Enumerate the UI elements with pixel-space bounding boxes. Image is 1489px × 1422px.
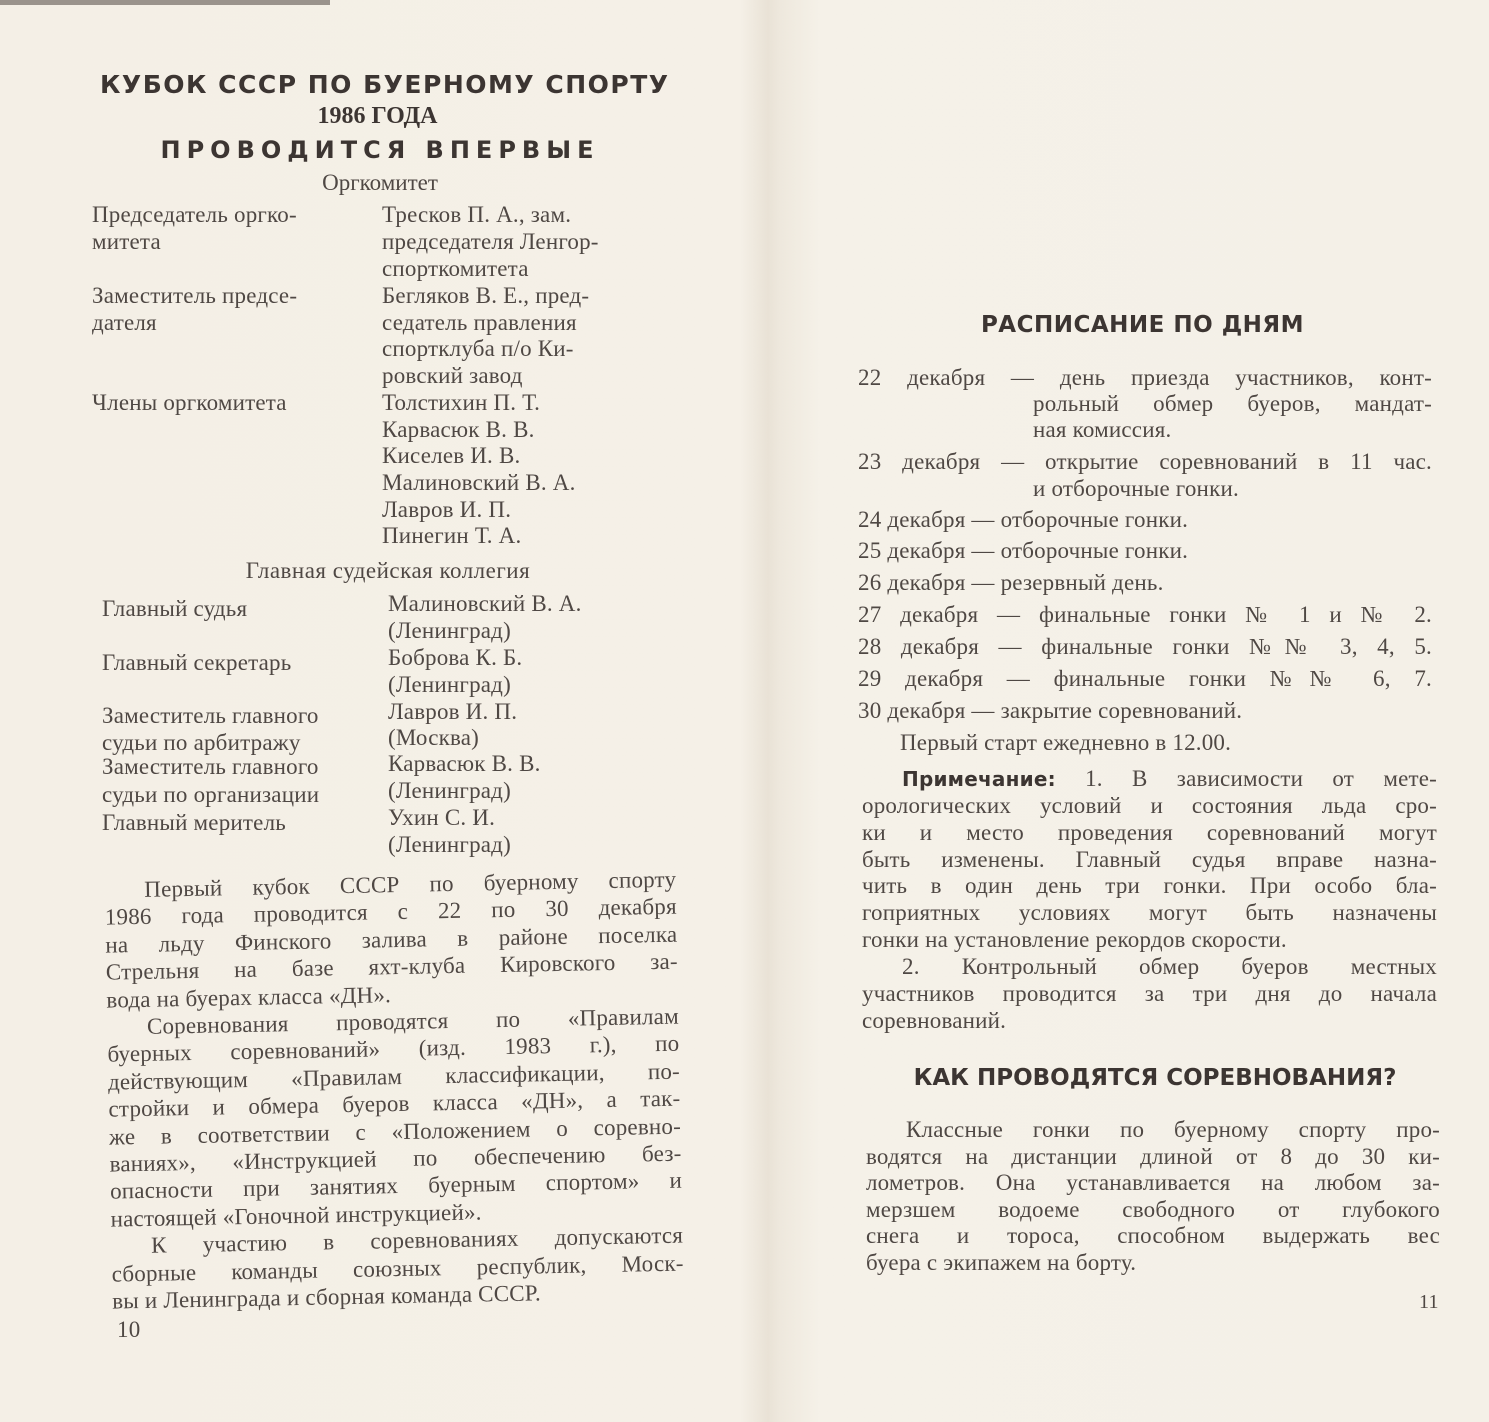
org-person-line: Пинегин Т. А. [382,523,522,548]
intro-paragraph-line: стройки и обмера буеров класса «ДН», а так- [108,1085,681,1122]
judge-role-line: Главный секретарь [102,650,292,675]
org-person-line: Тресков П. А., зам. [382,202,572,227]
section-paragraph-line: Классные гонки по буерному спорту про- [906,1117,1440,1142]
judge-person-line: Ухин С. И. [388,805,496,830]
remarks-text: 1. В зависимости от мете- [1085,766,1437,791]
schedule-entry [858,633,1432,661]
remarks-line: ки и место проведения соревнований могут [862,819,1437,845]
judge-role-line: судьи по организации [102,782,320,807]
judge-role-line: Главный мeритель [102,810,286,835]
section-paragraph-line: буера с экипажем на борту. [866,1249,1137,1275]
remarks-first-line [902,765,1437,793]
schedule-text: открытие соревнований в 11 час. [1045,449,1432,474]
intro-paragraph-line: на льду Финского залива в районе поселка [105,921,678,958]
judge-person-line: (Москва) [388,725,480,750]
org-person-line: Лавров И. П. [382,497,512,522]
schedule-text: отборочные гонки. [1000,507,1189,532]
title-line-1: КУБОК СССР ПО БУЕРНОМУ СПОРТУ [100,70,670,99]
section-paragraph-line: снега и тороса, способном выдержать вес [866,1223,1440,1248]
org-person-line: Малиновский В. А. [382,470,576,495]
judge-person-line: Боброва К. Б. [388,645,523,670]
intro-paragraph-line: опасности при занятиях буерным спортом» и [109,1167,683,1204]
section-paragraph-line: мерзшем водоеме свободного от глубокого [866,1196,1440,1222]
intro-paragraph-line: сборные команды союзных республик, Моск- [111,1250,684,1287]
org-role-line: Члены оргкомитета [92,390,287,415]
judge-person-line: (Ленинград) [388,672,511,697]
schedule-entry [858,537,1188,565]
intro-paragraph-line: же в соответствии с «Положением о соревно- [108,1113,682,1150]
remarks-item2-line: участников проводится за три дня до начала [862,980,1437,1006]
schedule-text: финальные гонки №№ 6, 7. [1053,666,1432,691]
schedule-entry [858,448,1432,476]
remarks-label: Примечание: [902,767,1056,791]
intro-paragraph-line: Первый кубок СССР по буерному спорту [144,866,677,902]
schedule-entry [858,665,1432,693]
org-person-line: Карвасюк В. В. [382,417,535,442]
schedule-continuation: рольный обмер буеров, мандат- [1033,391,1432,416]
org-person-line: председателя Ленгор- [382,229,599,254]
schedule-text: резервный день. [1000,570,1164,595]
intro-paragraph-line: действующим «Правилам классификации, по- [107,1058,681,1095]
judge-person-line: Карвасюк В. В. [388,751,541,776]
judge-person-line: Малиновский В. А. [388,591,582,616]
org-role-line: дателя [92,310,157,335]
remarks-line: гонки на установление рекордов скорости. [862,927,1287,952]
schedule-date: 30 декабря — [858,698,995,723]
schedule-date: 28 декабря — [858,634,1022,659]
remarks-item2-line: соревнований. [862,1007,1007,1033]
judge-person-line: (Ленинград) [388,778,511,803]
schedule-continuation: ная комиссия. [1033,417,1172,442]
schedule-entry [858,697,1242,725]
judge-role-line: судьи по арбитражу [102,730,301,755]
schedule-entry [858,506,1188,534]
page-number-left: 10 [117,1317,141,1342]
schedule-note: Первый старт ежедневно в 12.00. [900,730,1232,755]
org-person-line: седатель правления [382,310,577,335]
schedule-entry [858,364,1432,392]
schedule-entry [858,601,1432,629]
schedule-entry [858,569,1164,597]
intro-paragraph-line: вы и Ленинграда и сборная команда СССР. [111,1280,542,1314]
org-person-line: Киселев И. В. [382,443,521,468]
remarks-line: быть изменены. Главный судья вправе назна- [862,846,1437,872]
schedule-date: 24 декабря — [858,507,995,532]
title-line-3: ПРОВОДИТСЯ ВПЕРВЫЕ [160,136,600,164]
intro-paragraph-line: Стрельня на базе яхт-клуба Кировского за- [105,948,679,985]
judge-person-line: Лавров И. П. [388,699,518,724]
title-line-2: 1986 ГОДА [317,103,438,129]
intro-paragraph-line: настоящей «Гоночной инструкцией». [110,1199,482,1232]
org-role-line: митета [92,229,161,254]
schedule-text: отборочные гонки. [1000,538,1189,563]
judges-heading: Главная судейская коллегия [245,558,531,583]
section-paragraph-line: лометров. Она устанавливается на любом за- [866,1170,1440,1195]
org-person-line: спорткомитета [382,256,529,281]
schedule-date: 25 декабря — [858,538,995,563]
remarks-line: орологических условий и состояния льда сро- [862,793,1437,818]
intro-paragraph-line: К участию в соревнованиях допускаются [150,1222,684,1258]
schedule-date: 29 декабря — [858,666,1031,691]
remarks-line: чить в один день три гонки. При особо бла- [862,873,1437,899]
judge-person-line: (Ленинград) [388,832,511,857]
intro-paragraph-line: ваниях», «Инструкцией по обеспечению без- [109,1140,682,1177]
judge-role-line: Заместитель главного [102,754,319,779]
schedule-heading: РАСПИСАНИЕ ПО ДНЯМ [980,312,1305,338]
intro-paragraph-line: 1986 года проводится с 22 по 30 декабря [104,894,677,931]
schedule-text: закрытие соревнований. [1000,698,1243,723]
judge-person-line: (Ленинград) [388,618,511,643]
org-person-line: спортклуба п/о Ки- [382,336,574,361]
intro-paragraph-line: Соревнования проводятся по «Правилам [146,1003,680,1039]
schedule-date: 27 декабря — [858,602,1021,627]
org-person-line: Толстихин П. Т. [382,390,541,415]
schedule-text: финальные гонки № 1 и № 2. [1038,602,1432,627]
schedule-date: 23 декабря — [858,449,1025,474]
org-person-line: ровский завод [382,363,523,388]
schedule-text: финальные гонки №№ 3, 4, 5. [1041,634,1432,659]
intro-paragraph-line: вода на буерах класса «ДН». [106,981,392,1013]
orgcommittee-heading: Оргкомитет [322,170,438,195]
judge-role-line: Главный судья [102,596,248,621]
schedule-continuation: и отборочные гонки. [1033,476,1239,501]
schedule-date: 26 декабря — [858,570,995,595]
remarks-line: гоприятных условиях могут быть назначены [862,900,1437,926]
section-paragraph-line: водятся на дистанции длиной от 8 до 30 ки- [866,1143,1440,1169]
section-heading: КАК ПРОВОДЯТСЯ СОРЕВНОВАНИЯ? [913,1065,1397,1091]
org-person-line: Бегляков В. Е., пред- [382,283,590,308]
schedule-date: 22 декабря — [858,365,1035,390]
intro-paragraph-line: буерных соревнований» (изд. 1983 г.), по [107,1031,680,1067]
schedule-text: день приезда участников, конт- [1059,365,1432,390]
org-role-line: Председатель оргко- [92,202,297,227]
judge-role-line: Заместитель главного [102,703,319,728]
remarks-item2-line: 2. Контрольный обмер буеров местных [902,953,1437,979]
org-role-line: Заместитель предсе- [92,283,298,308]
page-number-right: 11 [1419,1291,1439,1313]
